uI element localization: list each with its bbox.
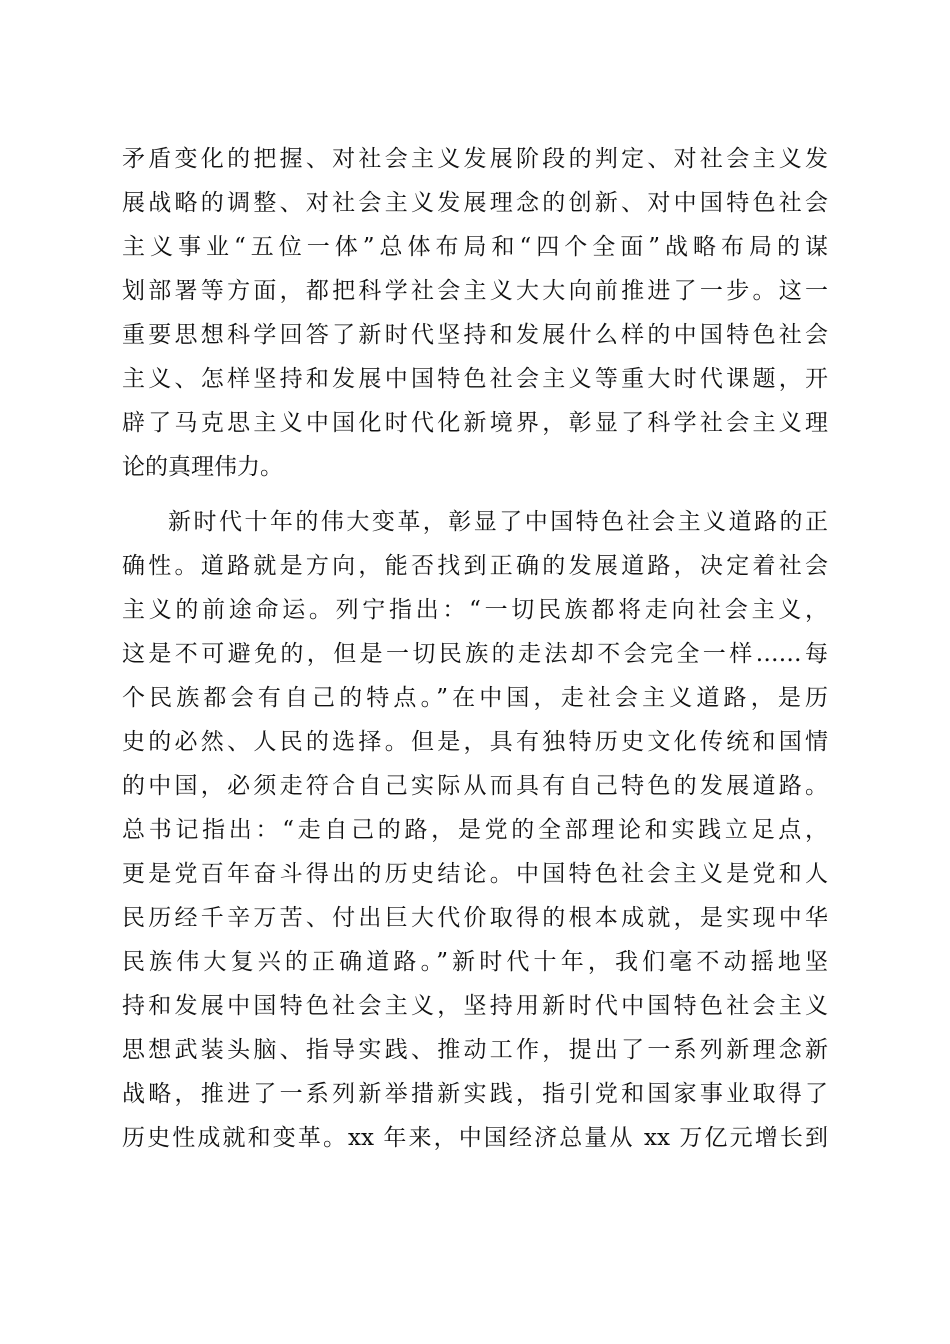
paragraph-2-line: 更是党百年奋斗得出的历史结论。中国特色社会主义是党和人 [122,861,828,887]
paragraph-2-line: 历史性成就和变革。xx 年来，中国经济总量从 xx 万亿元增长到 [122,1125,828,1151]
paragraph-1-line: 主义事业“五位一体”总体布局和“四个全面”战略布局的谋 [122,234,828,260]
paragraph-2-line: 思想武装头脑、指导实践、推动工作，提出了一系列新理念新 [122,1037,828,1063]
paragraph-1-line: 重要思想科学回答了新时代坚持和发展什么样的中国特色社会 [122,322,828,348]
paragraph-2-line: 战略，推进了一系列新举措新实践，指引党和国家事业取得了 [122,1081,828,1107]
paragraph-2-line: 持和发展中国特色社会主义，坚持用新时代中国特色社会主义 [122,993,828,1019]
paragraph-2-line: 新时代十年的伟大变革，彰显了中国特色社会主义道路的正 [168,509,828,535]
paragraph-1-line: 展战略的调整、对社会主义发展理念的创新、对中国特色社会 [122,190,828,216]
paragraph-2-line: 个民族都会有自己的特点。”在中国，走社会主义道路，是历 [122,685,828,711]
paragraph-1-line: 矛盾变化的把握、对社会主义发展阶段的判定、对社会主义发 [122,146,828,172]
paragraph-2-line: 民历经千辛万苦、付出巨大代价取得的根本成就，是实现中华 [122,905,828,931]
paragraph-1-line: 论的真理伟力。 [122,454,283,480]
paragraph-1-line: 划部署等方面，都把科学社会主义大大向前推进了一步。这一 [122,278,828,304]
paragraph-1-line: 辟了马克思主义中国化时代化新境界，彰显了科学社会主义理 [122,410,828,436]
paragraph-2-line: 民族伟大复兴的正确道路。”新时代十年，我们毫不动摇地坚 [122,949,828,975]
paragraph-2-line: 这是不可避免的，但是一切民族的走法却不会完全一样……每 [122,641,828,667]
paragraph-1-line: 主义、怎样坚持和发展中国特色社会主义等重大时代课题，开 [122,366,828,392]
paragraph-2-line: 总书记指出：“走自己的路，是党的全部理论和实践立足点， [122,817,828,843]
paragraph-2-line: 史的必然、人民的选择。但是，具有独特历史文化传统和国情 [122,729,828,755]
paragraph-2-line: 确性。道路就是方向，能否找到正确的发展道路，决定着社会 [122,553,828,579]
paragraph-2-line: 的中国，必须走符合自己实际从而具有自己特色的发展道路。 [122,773,828,799]
paragraph-2-line: 主义的前途命运。列宁指出：“一切民族都将走向社会主义， [122,597,828,623]
